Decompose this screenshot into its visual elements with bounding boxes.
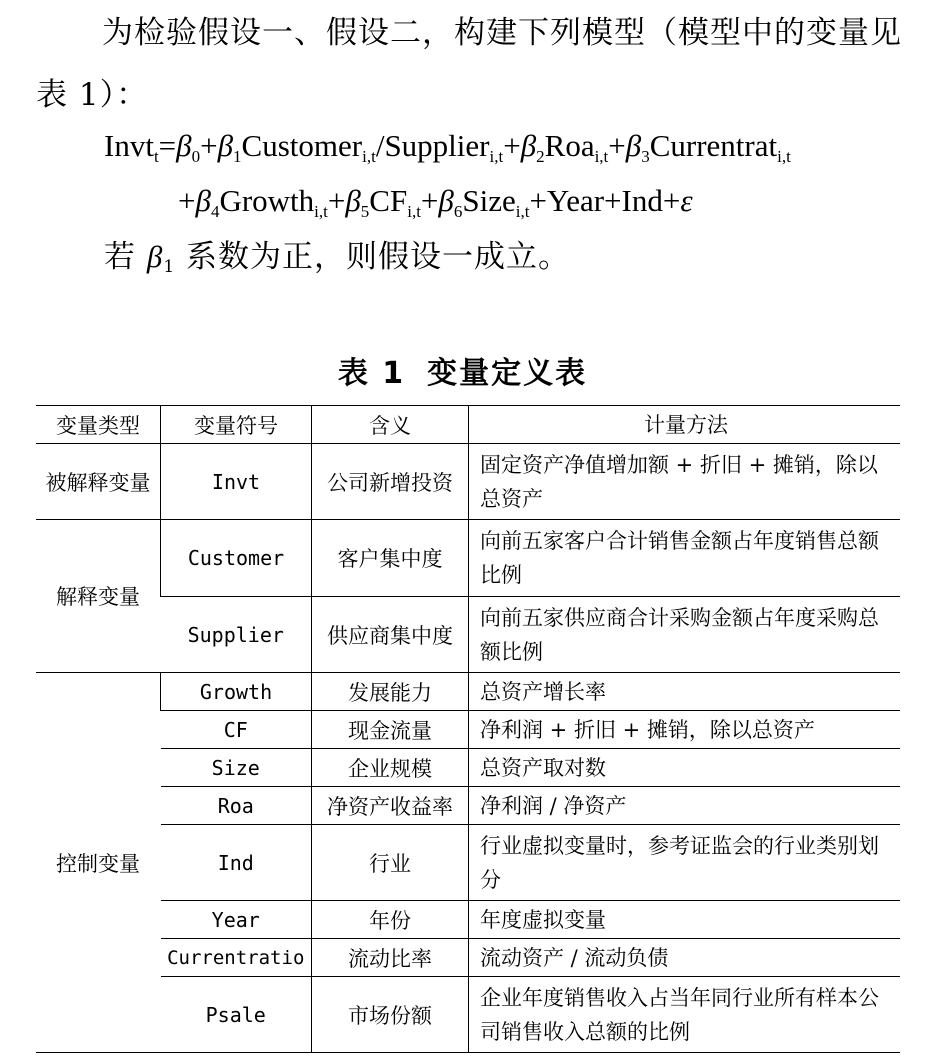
eq-var-currentrat-sub: i,t [777, 147, 791, 166]
conclusion-before: 若 [104, 239, 147, 275]
cell-method: 净利润 / 净资产 [469, 787, 901, 825]
eq-plus: + [608, 128, 626, 163]
cell-symbol: Ind [161, 825, 312, 901]
eq-equals: = [158, 128, 177, 163]
eq-plus: + [178, 183, 196, 218]
cell-symbol: Year [161, 901, 312, 939]
cell-symbol: CF [161, 711, 312, 749]
header-variable-symbol: 变量符号 [161, 406, 312, 444]
table-row [36, 749, 900, 787]
cell-meaning: 行业 [312, 825, 469, 901]
eq-beta6: β [438, 183, 454, 218]
eq-beta3: β [625, 128, 642, 163]
eq-beta3-sub: 3 [641, 147, 650, 166]
eq-tail: +Year+Ind+ [529, 183, 681, 218]
header-meaning: 含义 [312, 406, 469, 444]
table-row [36, 939, 900, 977]
cell-symbol: Supplier [161, 597, 312, 673]
table-row [36, 444, 900, 520]
table-row [36, 977, 900, 1053]
eq-epsilon: ε [680, 183, 693, 218]
cell-meaning: 市场份额 [312, 977, 469, 1053]
eq-plus: + [420, 183, 439, 218]
group-dependent: 被解释变量 [36, 444, 161, 520]
table-row [36, 825, 900, 901]
cell-method: 企业年度销售收入占当年同行业所有样本公司销售收入总额的比例 [469, 977, 901, 1053]
eq-plus: + [503, 128, 521, 163]
cell-method: 行业虚拟变量时，参考证监会的行业类别划分 [469, 825, 901, 901]
table-caption-number: 表 1 [337, 356, 406, 391]
cell-meaning: 公司新增投资 [312, 444, 469, 520]
conclusion-after: 系数为正，则假设一成立。 [175, 239, 570, 275]
cell-symbol: Invt [161, 444, 312, 520]
cell-method: 流动资产 / 流动负债 [469, 939, 901, 977]
eq-beta5: β [345, 183, 361, 218]
conclusion-beta-sub: 1 [163, 257, 176, 277]
eq-var-roa: Roa [544, 128, 595, 163]
cell-method: 向前五家客户合计销售金额占年度销售总额比例 [469, 520, 901, 597]
equation-line-1 [104, 126, 791, 166]
eq-var-roa-sub: i,t [594, 147, 609, 166]
conclusion-beta: β [146, 239, 164, 274]
header-measurement: 计量方法 [469, 406, 901, 444]
cell-meaning: 净资产收益率 [312, 787, 469, 825]
eq-beta2-sub: 2 [536, 147, 545, 166]
eq-var-supplier: Supplier [384, 128, 490, 163]
cell-meaning: 企业规模 [312, 749, 469, 787]
eq-beta4: β [195, 183, 211, 218]
eq-plus: + [327, 183, 346, 218]
eq-var-growth: Growth [219, 183, 315, 218]
cell-symbol: Growth [161, 673, 312, 711]
equation-line-2 [178, 181, 693, 221]
cell-symbol: Roa [161, 787, 312, 825]
conclusion-paragraph [104, 226, 925, 288]
eq-beta2: β [520, 128, 537, 163]
cell-meaning: 年份 [312, 901, 469, 939]
eq-lhs: Invt [104, 128, 154, 163]
eq-var-supplier-sub: i,t [489, 147, 504, 166]
eq-lhs-sub: t [153, 147, 159, 166]
intro-paragraph [36, 2, 906, 126]
table-row [36, 711, 900, 749]
group-explanatory: 解释变量 [36, 520, 161, 673]
eq-var-cf-sub: i,t [407, 202, 421, 221]
eq-var-cf: CF [369, 183, 408, 218]
eq-var-customer: Customer [241, 128, 363, 163]
table-caption [0, 348, 925, 392]
eq-beta1: β [217, 128, 234, 163]
cell-method: 年度虚拟变量 [469, 901, 901, 939]
cell-meaning: 发展能力 [312, 673, 469, 711]
cell-symbol: Psale [161, 977, 312, 1053]
eq-beta0-sub: 0 [191, 147, 201, 166]
eq-slash: / [375, 128, 385, 163]
table-row [36, 787, 900, 825]
eq-beta0: β [176, 128, 192, 163]
table-header-row [36, 406, 900, 444]
cell-method: 向前五家供应商合计采购金额占年度采购总额比例 [469, 597, 901, 673]
cell-meaning: 现金流量 [312, 711, 469, 749]
eq-beta6-sub: 6 [453, 202, 463, 221]
table-caption-title: 变量定义表 [427, 356, 588, 391]
eq-var-size-sub: i,t [515, 202, 530, 221]
eq-beta5-sub: 5 [360, 202, 370, 221]
group-control: 控制变量 [36, 673, 161, 1053]
intro-text: 为检验假设一、假设二，构建下列模型（模型中的变量见表 1）： [36, 15, 902, 113]
cell-method: 总资产增长率 [469, 673, 901, 711]
eq-var-currentrat: Currentrat [649, 128, 778, 163]
eq-beta4-sub: 4 [210, 202, 220, 221]
cell-meaning: 供应商集中度 [312, 597, 469, 673]
table-row [36, 520, 900, 597]
cell-meaning: 客户集中度 [312, 520, 469, 597]
eq-plus: + [200, 128, 218, 163]
cell-method: 净利润 + 折旧 + 摊销，除以总资产 [469, 711, 901, 749]
cell-method: 固定资产净值增加额 + 折旧 + 摊销，除以总资产 [469, 444, 901, 520]
cell-method: 总资产取对数 [469, 749, 901, 787]
variable-definition-table [36, 405, 900, 1053]
table-row [36, 597, 900, 673]
cell-meaning: 流动比率 [312, 939, 469, 977]
eq-beta1-sub: 1 [233, 147, 242, 166]
eq-var-customer-sub: i,t [362, 147, 376, 166]
table-row [36, 901, 900, 939]
cell-symbol: Size [161, 749, 312, 787]
cell-symbol: Customer [161, 520, 312, 597]
eq-var-size: Size [462, 183, 516, 218]
table-row [36, 673, 900, 711]
cell-symbol: Currentratio [161, 939, 312, 977]
eq-var-growth-sub: i,t [314, 202, 328, 221]
header-variable-type: 变量类型 [36, 406, 161, 444]
